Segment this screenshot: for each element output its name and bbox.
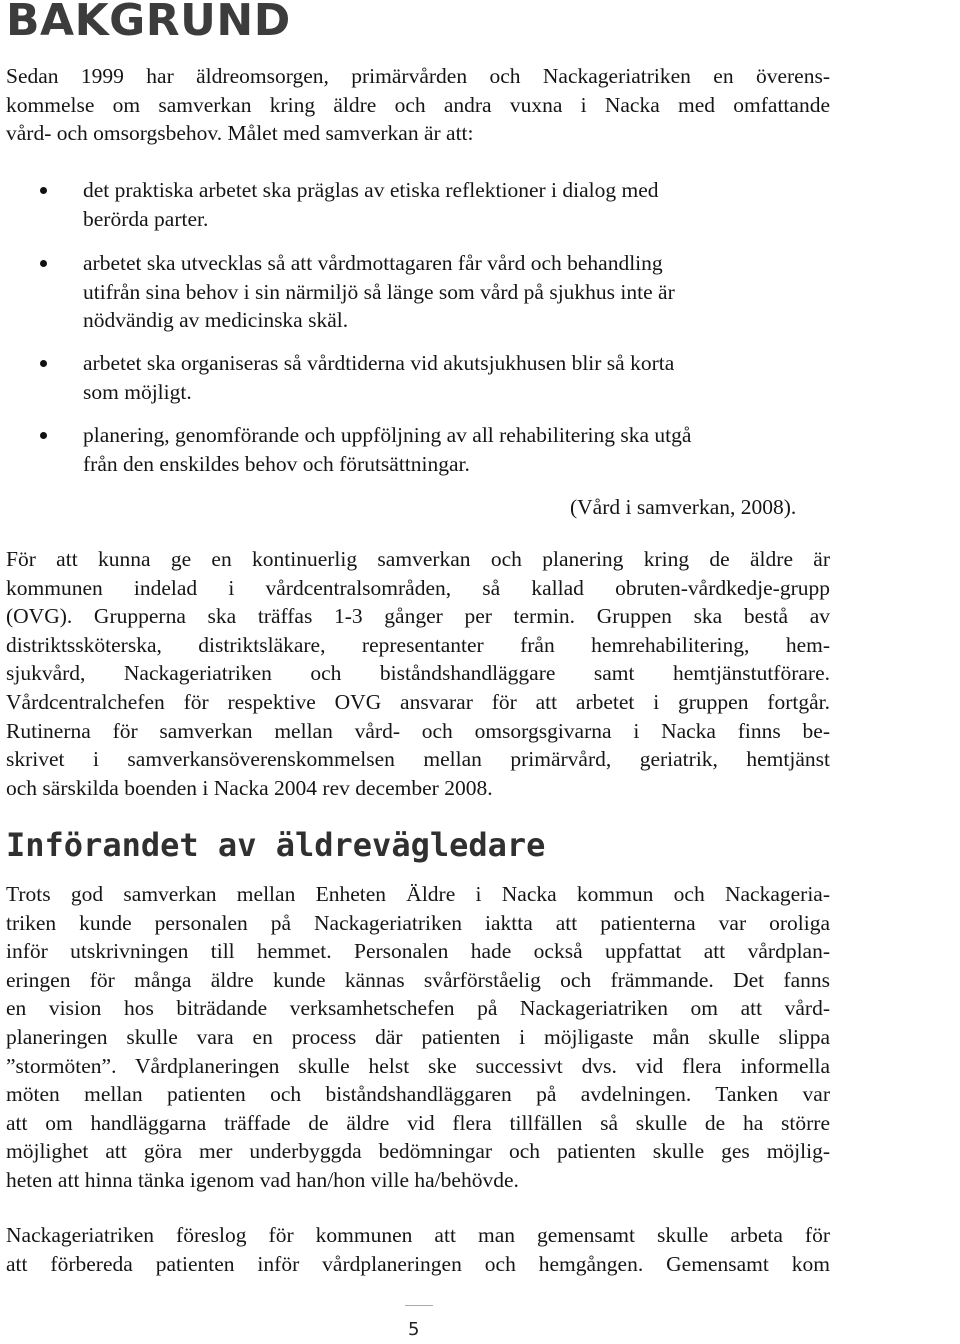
text-line: att förbereda patienten inför vårdplaneringen och hemgången. Gemensamt kom	[6, 1251, 830, 1276]
text-line: ”stormöten”. Vårdplaneringen skulle helst ske successivt dvs. vid flera informella	[6, 1053, 830, 1078]
text-line: eringen för många äldre kunde kännas svårförståelig och främmande. Det fanns	[6, 967, 830, 992]
text-line: För att kunna ge en kontinuerlig samverkan och planering kring de äldre är	[6, 547, 830, 571]
text-line: vård- och omsorgsbehov. Målet med samverkan är att:	[6, 121, 474, 146]
intro-paragraph	[6, 62, 830, 148]
text-line: som möjligt.	[83, 379, 192, 404]
text-line: en vision hos biträdande verksamhetschefen på Nackageriatriken om att vård-	[6, 996, 830, 1021]
text-line: Vårdcentralchefen för respektive OVG ansvarar för att arbetet i gruppen fortgår.	[6, 689, 830, 714]
text-line: Nackageriatriken föreslog för kommunen att man gemensamt skulle arbeta för	[6, 1223, 830, 1247]
text-line: Sedan 1999 har äldreomsorgen, primärvården och Nackageriatriken en överens-	[6, 64, 830, 88]
text-line: arbetet ska organiseras så vårdtiderna vid akutsjukhusen blir så korta	[83, 351, 675, 375]
text-line: Trots god samverkan mellan Enheten Äldre i Nacka kommun och Nackageria-	[6, 882, 830, 906]
text-line: inför utskrivningen till hemmet. Personalen hade också uppfattat att vårdplan-	[6, 939, 830, 964]
text-line: och särskilda boenden i Nacka 2004 rev december 2008.	[6, 775, 493, 800]
text-line: triken kunde personalen på Nackageriatriken iaktta att patienterna var oroliga	[6, 910, 830, 935]
heading-bakgrund: BAKGRUND	[6, 0, 291, 46]
bullet-text	[83, 349, 843, 406]
page-number: 5	[408, 1319, 420, 1340]
text-line: möjlighet att göra mer underbyggda bedömningar och patienten skulle ges möjlig-	[6, 1139, 830, 1164]
citation: (Vård i samverkan, 2008).	[570, 495, 797, 519]
text-line: Rutinerna för samverkan mellan vård- och omsorgsgivarna i Nacka finns be-	[6, 718, 830, 743]
bullet-text	[83, 176, 843, 233]
text-line: distriktssköterska, distriktsläkare, representanter från hemrehabilitering, hem-	[6, 632, 830, 657]
text-line: från den enskildes behov och förutsättningar.	[83, 451, 470, 476]
text-line: heten att hinna tänka igenom vad han/hon ville ha/behövde.	[6, 1167, 519, 1192]
text-line: utifrån sina behov i sin närmiljö så länge som vård på sjukhus inte är	[83, 279, 675, 304]
text-line: planeringen skulle vara en process där patienten i möjligaste mån skulle slippa	[6, 1024, 830, 1049]
text-line: skrivet i samverkansöverenskommelsen mellan primärvård, geriatrik, hemtjänst	[6, 747, 830, 772]
text-line: planering, genomförande och uppföljning av all rehabilitering ska utgå	[83, 423, 692, 447]
text-line: att om handläggarna träffade de äldre vid flera tillfällen så skulle de ha större	[6, 1110, 830, 1135]
bullet-icon	[40, 360, 47, 367]
ovg-paragraph	[6, 545, 830, 802]
text-line: kommunen indelad i vårdcentralsområden, så kallad obruten-vårdkedje-grupp	[6, 575, 830, 600]
heading-inforandet: Införandet av äldrevägledare	[6, 826, 546, 864]
text-line: sjukvård, Nackageriatriken och biståndshandläggare samt hemtjänstutförare.	[6, 661, 830, 686]
text-line: arbetet ska utvecklas så att vårdmottagaren får vård och behandling	[83, 251, 663, 275]
bullet-text	[83, 421, 843, 478]
text-line: möten mellan patienten och biståndshandläggaren på avdelningen. Tanken var	[6, 1082, 830, 1107]
footer-divider	[405, 1305, 433, 1306]
bullet-text	[83, 249, 843, 335]
text-line: det praktiska arbetet ska präglas av etiska reflektioner i dialog med	[83, 178, 659, 202]
text-line: nödvändig av medicinska skäl.	[83, 308, 349, 333]
text-line: berörda parter.	[83, 206, 209, 231]
text-line: (OVG). Grupperna ska träffas 1-3 gånger per termin. Gruppen ska bestå av	[6, 604, 830, 629]
bullet-icon	[40, 260, 47, 267]
bullet-icon	[40, 432, 47, 439]
last-paragraph	[6, 1221, 830, 1278]
bullet-icon	[40, 187, 47, 194]
text-line: kommelse om samverkan kring äldre och andra vuxna i Nacka med omfattande	[6, 92, 830, 117]
inforandet-paragraph	[6, 880, 830, 1195]
